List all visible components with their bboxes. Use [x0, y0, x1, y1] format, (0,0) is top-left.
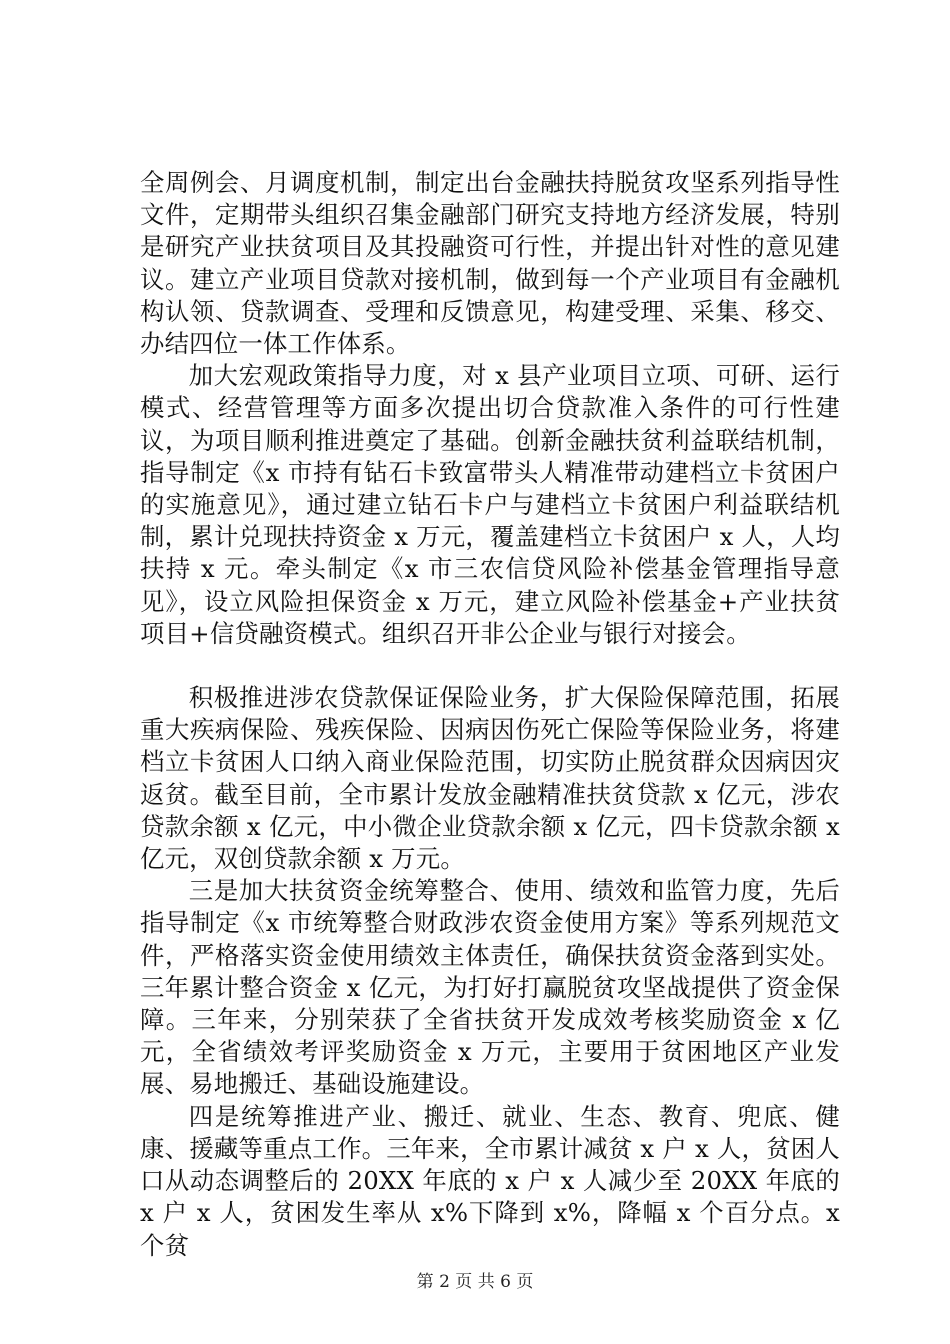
paragraph-2: 加大宏观政策指导力度，对 x 县产业项目立项、可研、运行模式、经营管理等方面多次提出切合贷款准入条件的可行性建议，为项目顺利推进奠定了基础。创新金融扶贫利益联结机制，指导制定《x 市持有钻石卡致富带头人精准带动建档立卡贫困户的实施意见》，通过建立钻石卡户与建档立卡贫困户利益联结机制，累计兑现扶持资金 x 万元，覆盖建档立卡贫困户 x 人，人均扶持 x 元。牵头制定《x 市三农信贷风险补偿基金管理指导意见》，设立风险担保资金 x 万元，建立风险补偿基金+产业扶贫项目+信贷融资模式。组织召开非公企业与银行对接会。 [140, 361, 840, 648]
page-number-footer: 第 2 页 共 6 页 [416, 1272, 534, 1292]
paragraph-3: 积极推进涉农贷款保证保险业务，扩大保险保障范围，拓展重大疾病保险、残疾保险、因病因伤死亡保险等保险业务，将建档立卡贫困人口纳入商业保险范围，切实防止脱贫群众因病因灾返贫。截至目前，全市累计发放金融精准扶贫贷款 x 亿元，涉农贷款余额 x 亿元，中小微企业贷款余额 x 亿元，四卡贷款余额 x 亿元，双创贷款余额 x 万元。 [140, 683, 840, 874]
paragraph-spacer [140, 650, 840, 682]
paragraph-1: 全周例会、月调度机制，制定出台金融扶持脱贫攻坚系列指导性文件，定期带头组织召集金融部门研究支持地方经济发展，特别是研究产业扶贫项目及其投融资可行性，并提出针对性的意见建议。建立产业项目贷款对接机制，做到每一个产业项目有金融机构认领、贷款调查、受理和反馈意见，构建受理、采集、移交、办结四位一体工作体系。 [140, 168, 840, 359]
document-body [140, 167, 840, 1262]
paragraph-5: 四是统筹推进产业、搬迁、就业、生态、教育、兜底、健康、援藏等重点工作。三年来，全市累计减贫 x 户 x 人，贫困人口从动态调整后的 20XX 年底的 x 户 x 人减少至 20XX 年底的 x 户 x 人，贫困发生率从 x%下降到 x%，降幅 x 个百分点。x 个贫 [140, 1101, 840, 1260]
paragraph-4: 三是加大扶贫资金统筹整合、使用、绩效和监管力度，先后指导制定《x 市统筹整合财政涉农资金使用方案》等系列规范文件，严格落实资金使用绩效主体责任，确保扶贫资金落到实处。三年累计整合资金 x 亿元，为打好打赢脱贫攻坚战提供了资金保障。三年来，分别荣获了全省扶贫开发成效考核奖励资金 x 亿元，全省绩效考评奖励资金 x 万元，主要用于贫困地区产业发展、易地搬迁、基础设施建设。 [140, 876, 840, 1099]
